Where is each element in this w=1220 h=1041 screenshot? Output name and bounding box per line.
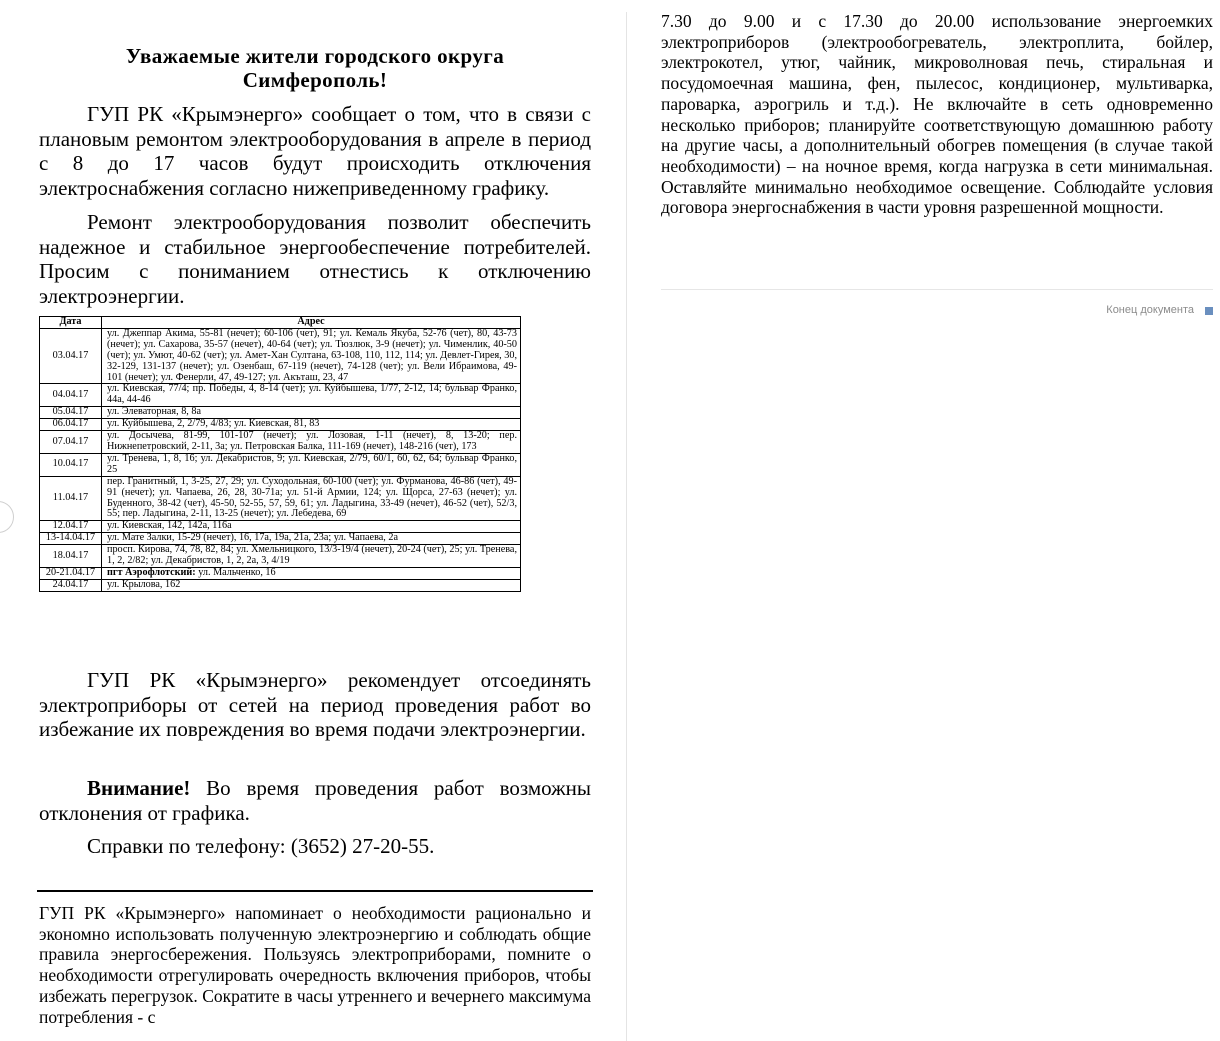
table-row xyxy=(40,567,521,579)
row-address: ул. Киевская, 77/4; пр. Победы, 4, 8-14 (чет); ул. Куйбышева, 1/77, 2-12, 14; бульвар Франко, 44а, 44-46 xyxy=(102,384,521,407)
intro-text: ГУП РК «Крымэнерго» сообщает о том, что в связи с плановым ремонтом электрооборудования в апреле в период с 8 до 17 часов будут происходить отключения электроснабжения согласно нижеприведенному графику. xyxy=(39,102,591,200)
row-address: ул. Тренева, 1, 8, 16; ул. Декабристов, 9; ул. Киевская, 2/79, 60/1, 60, 62, 64; бульвар Франко, 25 xyxy=(102,453,521,476)
table-row xyxy=(40,521,521,533)
header-date: Дата xyxy=(40,317,102,329)
section-divider xyxy=(37,890,593,892)
recommendation-paragraph xyxy=(39,668,591,742)
row-address: ул. Мате Залки, 15-29 (нечет), 16, 17а, 19а, 21а, 23а; ул. Чапаева, 2а xyxy=(102,533,521,545)
row-date: 07.04.17 xyxy=(40,431,102,454)
row-date: 18.04.17 xyxy=(40,545,102,568)
title-line-1: Уважаемые жители городского округа xyxy=(125,44,505,68)
table-row xyxy=(40,545,521,568)
row-date: 24.04.17 xyxy=(40,579,102,591)
energy-saving-footnote xyxy=(39,903,591,1027)
table-row xyxy=(40,579,521,591)
table-row xyxy=(40,407,521,419)
document-end-label: Конец документа xyxy=(1106,304,1194,316)
row-date: 03.04.17 xyxy=(40,328,102,384)
row-address-street: ул. Мальченко, 16 xyxy=(195,566,276,578)
phone-paragraph xyxy=(39,834,591,859)
row-address: ул. Досычева, 81-99, 101-107 (нечет); ул. Лозовая, 1-11 (нечет), 8, 13-20; пер. Нижнепетровский, 2-11, 3а; ул. Петровская Балка, 111-169 (нечет), 148-216 (чет), 173 xyxy=(102,431,521,454)
table-row xyxy=(40,419,521,431)
phone-text: Справки по телефону: (3652) 27-20-55. xyxy=(87,834,435,858)
table-header-row xyxy=(40,317,521,329)
intro-paragraph xyxy=(39,102,591,200)
header-address: Адрес xyxy=(102,317,521,329)
table-row xyxy=(40,453,521,476)
row-date: 04.04.17 xyxy=(40,384,102,407)
row-address: просп. Кирова, 74, 78, 82, 84; ул. Хмельницкого, 13/3-19/4 (нечет), 20-24 (чет), 25; ул. Тренева, 1, 2, 2/82; ул. Декабристов, 1, 2, 2а, 3, 4/19 xyxy=(102,545,521,568)
row-date: 06.04.17 xyxy=(40,419,102,431)
row-address: ул. Крылова, 162 xyxy=(102,579,521,591)
row-date: 11.04.17 xyxy=(40,476,102,521)
row-address: ул. Элеваторная, 8, 8а xyxy=(102,407,521,419)
row-address: пер. Гранитный, 1, 3-25, 27, 29; ул. Суходольная, 60-100 (чет); ул. Фурманова, 46-86 (чет), 49-91 (нечет); ул. Чапаева, 26, 28, 30-71а; ул. 51-й Армии, 124; ул. Щорса, 27-63 (нечет); ул. Буденного, 38-42 (чет), 45-50, 52-55, 57, 59, 61; ул. Ладыгина, 33-49 (нечет), 46-52 (чет), 52/3, 55; пер. Ладыгина, 2-11, 13-25 (нечет); ул. Лебедева, 69 xyxy=(102,476,521,521)
table-row xyxy=(40,533,521,545)
table-row xyxy=(40,384,521,407)
column-divider xyxy=(626,12,627,1041)
row-date: 13-14.04.17 xyxy=(40,533,102,545)
table-row xyxy=(40,328,521,384)
row-date: 20-21.04.17 xyxy=(40,567,102,579)
title-line-2: Симферополь! xyxy=(242,68,388,92)
row-date: 12.04.17 xyxy=(40,521,102,533)
page-nav-marker[interactable] xyxy=(0,501,14,533)
table-row xyxy=(40,431,521,454)
footnote-text-part1: ГУП РК «Крымэнерго» напоминает о необходимости рационально и экономно использовать полученную электроэнергию и соблюдать общие правила энергосбережения. Пользуясь электроприборами, помните о необходимости отрегулировать очередность включения приборов, чтобы избежать перегрузок. Сократите в часы утреннего и вечернего максимума потребления - с xyxy=(39,903,591,1027)
row-address: ул. Куйбышева, 2, 2/79, 4/83; ул. Киевская, 81, 83 xyxy=(102,419,521,431)
row-address: ул. Джеппар Акима, 55-81 (нечет); 60-106 (чет), 91; ул. Кемаль Якуба, 52-76 (чет), 80, 43-73 (нечет); ул. Сахарова, 35-57 (нечет), 40-64 (чет); ул. Тюзлюк, 3-9 (нечет); ул. Чименлик, 40-50 (чет); ул. Умют, 40-62 (чет); ул. Амет-Хан Султана, 63-108, 110, 112, 114; ул. Девлет-Гирея, 30, 32-129, 131-137 (нечет); ул. Озенбаш, 67-119 (нечет), 74-128 (чет); ул. Вели Ибраимова, 49-101 (нечет); ул. Фенерли, 47, 49-127; ул. Акъташ, 23, 47 xyxy=(102,328,521,384)
document-end-marker xyxy=(1205,307,1213,315)
attention-text: Во время проведения работ возможны отклонения от графика. xyxy=(39,776,591,825)
page-title xyxy=(39,44,591,92)
energy-saving-continuation: 7.30 до 9.00 и с 17.30 до 20.00 использование энергоемких электроприборов (электрообогреватель, электроплита, бойлер, электрокотел, утюг, чайник, микроволновая печь, стиральная и посудомоечная машина, фен, пылесос, кондиционер, мультиварка, пароварка, аэрогриль и т.д.). Не включайте в сеть одновременно несколько приборов; планируйте соответствующую домашнюю работу на другие часы, а дополнительный обогрев помещения (в случае такой необходимости) – на ночное время, когда нагрузка в сети минимальная. Оставляйте минимально необходимое освещение. Соблюдайте условия договора энергоснабжения в части уровня разрешенной мощности. xyxy=(661,11,1213,218)
row-date: 05.04.17 xyxy=(40,407,102,419)
schedule-table xyxy=(39,316,521,592)
attention-paragraph xyxy=(39,776,591,825)
table-row xyxy=(40,476,521,521)
attention-label: Внимание! xyxy=(87,776,191,800)
row-address-locality: пгт Аэрофлотский: xyxy=(107,566,196,578)
row-date: 10.04.17 xyxy=(40,453,102,476)
repair-paragraph xyxy=(39,210,591,308)
repair-text: Ремонт электрооборудования позволит обеспечить надежное и стабильное энергообеспечение потребителей. Просим с пониманием отнестись к отключению электроэнергии. xyxy=(39,210,591,308)
row-address: ул. Киевская, 142, 142а, 116а xyxy=(102,521,521,533)
row-address xyxy=(102,567,521,579)
document-end-divider xyxy=(661,289,1213,290)
recommendation-text: ГУП РК «Крымэнерго» рекомендует отсоединять электроприборы от сетей на период проведения работ во избежание их повреждения во время подачи электроэнергии. xyxy=(39,668,591,742)
